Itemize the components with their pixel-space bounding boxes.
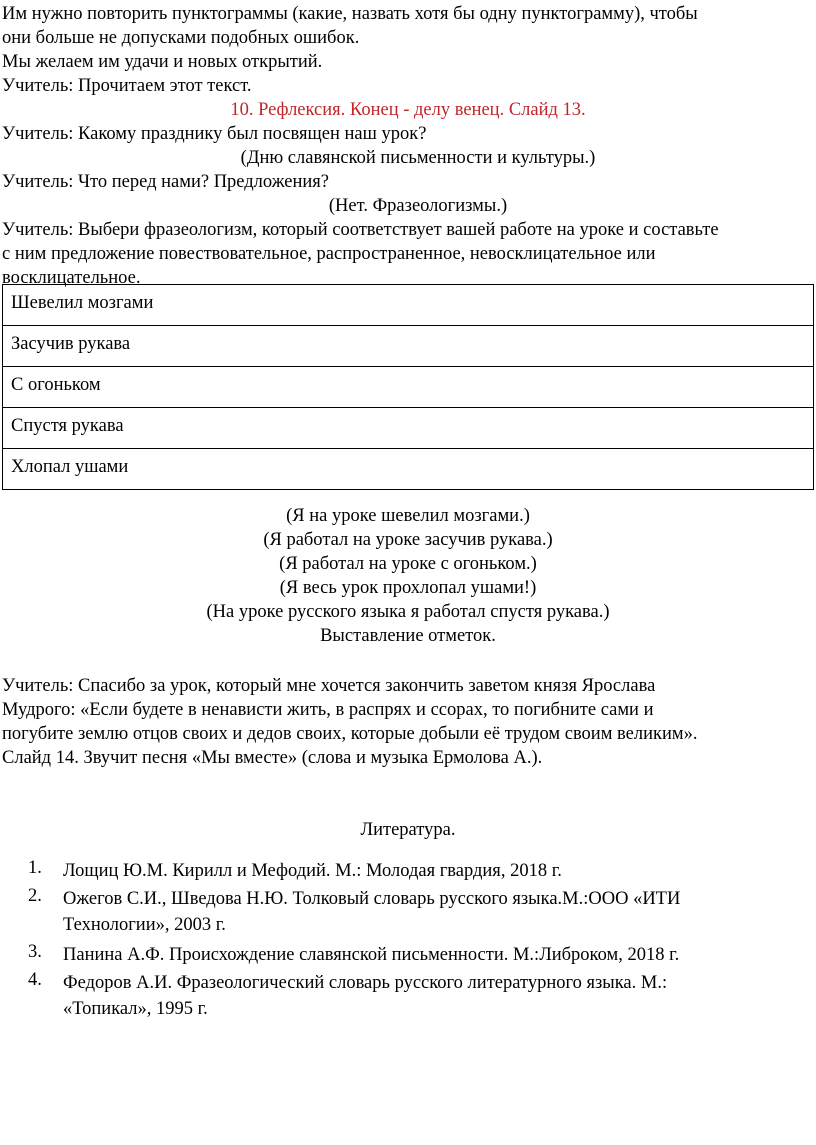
answer-sentence: (Я работал на уроке засучив рукава.): [263, 530, 553, 550]
reference-text: Панина А.Ф. Происхождение славянской письменности. М.:Либроком, 2018 г.: [63, 945, 680, 965]
task-line-3: восклицательное.: [2, 268, 141, 288]
reference-number: 3.: [28, 942, 42, 962]
closing-line-3: погубите землю отцов своих и дедов своих, которые добыли её трудом своим великим».: [2, 724, 698, 744]
phraseology-table: [2, 284, 814, 490]
reference-text: Лощиц Ю.М. Кирилл и Мефодий. М.: Молодая гвардия, 2018 г.: [63, 861, 562, 881]
literature-title: Литература.: [360, 820, 456, 840]
phrase-cell: Хлопал ушами: [3, 449, 814, 490]
intro-line-3: Мы желаем им удачи и новых открытий.: [2, 52, 323, 72]
closing-line-2: Мудрого: «Если будете в ненависти жить, в распрях и ссорах, то погибните сами и: [2, 700, 654, 720]
teacher-question-2: Учитель: Что перед нами? Предложения?: [2, 172, 329, 192]
reference-text: Ожегов С.И., Шведова Н.Ю. Толковый словарь русского языка.М.:ООО «ИТИ: [63, 889, 681, 909]
intro-line-1: Им нужно повторить пунктограммы (какие, назвать хотя бы одну пунктограмму), чтобы: [2, 4, 698, 24]
task-line-2: с ним предложение повествовательное, распространенное, невосклицательное или: [2, 244, 656, 264]
grading-note: Выставление отметок.: [320, 626, 496, 646]
answer-sentence: (Я весь урок прохлопал ушами!): [279, 578, 537, 598]
phrase-cell: С огоньком: [3, 367, 814, 408]
section-heading: 10. Рефлексия. Конец - делу венец. Слайд 13.: [230, 100, 586, 120]
phrase-cell: Шевелил мозгами: [3, 285, 814, 326]
intro-line-4: Учитель: Прочитаем этот текст.: [2, 76, 252, 96]
answer-sentence: (Я работал на уроке с огоньком.): [279, 554, 537, 574]
reference-text-continuation: Технологии», 2003 г.: [63, 915, 226, 935]
reference-number: 2.: [28, 886, 42, 906]
phrase-cell: Засучив рукава: [3, 326, 814, 367]
reference-number: 4.: [28, 970, 42, 990]
phrase-cell: Спустя рукава: [3, 408, 814, 449]
reference-text: Федоров А.И. Фразеологический словарь русского литературного языка. М.:: [63, 973, 668, 993]
intro-line-2: они больше не допусками подобных ошибок.: [2, 28, 360, 48]
table-row: [3, 285, 814, 326]
closing-line-4: Слайд 14. Звучит песня «Мы вместе» (слова и музыка Ермолова А.).: [2, 748, 543, 768]
reference-number: 1.: [28, 858, 42, 878]
teacher-question-1: Учитель: Какому празднику был посвящен наш урок?: [2, 124, 427, 144]
answer-2: (Нет. Фразеологизмы.): [328, 196, 508, 216]
answer-sentence: (Я на уроке шевелил мозгами.): [286, 506, 530, 526]
task-line-1: Учитель: Выбери фразеологизм, который соответствует вашей работе на уроке и составьте: [2, 220, 719, 240]
table-row: [3, 326, 814, 367]
table-row: [3, 449, 814, 490]
answer-1: (Дню славянской письменности и культуры.): [240, 148, 596, 168]
table-row: [3, 408, 814, 449]
table-row: [3, 367, 814, 408]
answer-sentence: (На уроке русского языка я работал спустя рукава.): [206, 602, 610, 622]
reference-text-continuation: «Топикал», 1995 г.: [63, 999, 208, 1019]
closing-line-1: Учитель: Спасибо за урок, который мне хочется закончить заветом князя Ярослава: [2, 676, 656, 696]
